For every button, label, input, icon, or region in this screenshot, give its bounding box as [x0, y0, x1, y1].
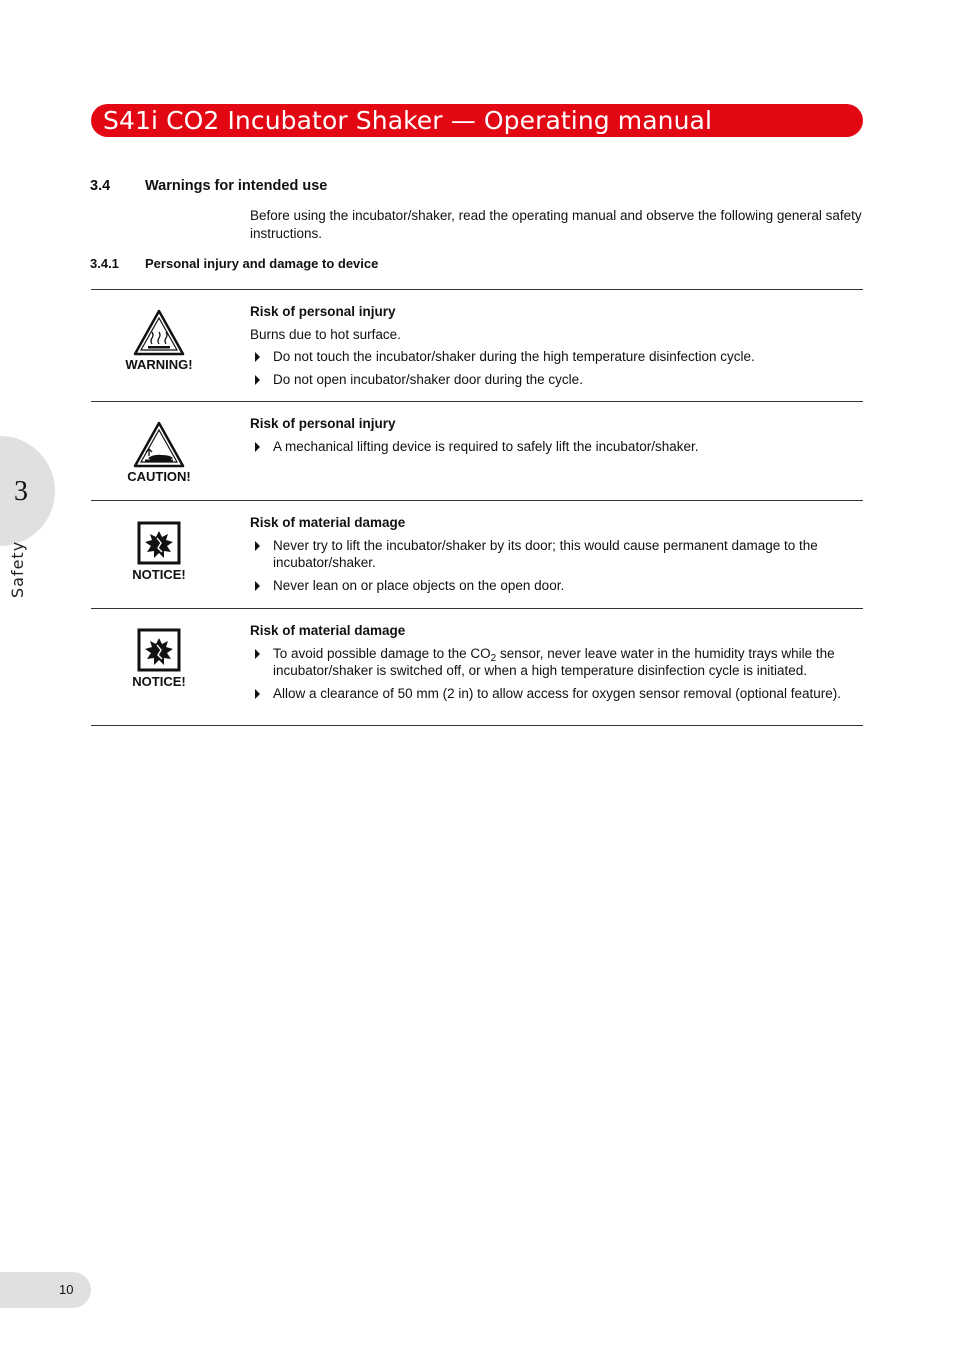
bullet-arrow-icon: [255, 581, 260, 591]
list-item: [250, 438, 864, 456]
hot-surface-warning-icon: [133, 309, 185, 356]
chapter-label: Safety: [8, 540, 27, 598]
bullet-text: Never lean on or place objects on the open door.: [273, 577, 565, 593]
table-rule: [91, 401, 863, 402]
caution-symbol: [121, 421, 197, 484]
page-number: 10: [59, 1282, 74, 1297]
page-title: S41i CO2 Incubator Shaker — Operating manual: [103, 106, 713, 135]
bullet-text: Never try to lift the incubator/shaker by its door; this would cause permanent damage to the incubator/shaker.: [273, 537, 818, 570]
bullet-text: To avoid possible damage to the $CO_2$ sensor, never leave water in the humidity trays while the incubator/shaker is switched off, or when a high temperature disinfection cycle is initiated.: [273, 645, 835, 678]
section-intro: Before using the incubator/shaker, read the operating manual and observe the following general safety instructions.: [250, 208, 862, 241]
warning-content: [250, 415, 864, 460]
list-item: [250, 645, 864, 680]
bullet-arrow-icon: [255, 352, 260, 362]
table-rule-bottom: [91, 725, 863, 726]
list-item: [250, 685, 864, 703]
crush-hazard-caution-icon: [133, 421, 185, 468]
list-item: [250, 537, 864, 572]
notice-symbol: [121, 627, 197, 689]
warning-heading: Risk of material damage: [250, 623, 406, 638]
page-number-tab: [0, 1272, 91, 1308]
signal-word: NOTICE!: [132, 567, 186, 582]
bullet-arrow-icon: [255, 442, 260, 452]
bullet-arrow-icon: [255, 541, 260, 551]
bullet-text: Do not open incubator/shaker door during the cycle.: [273, 371, 583, 387]
warning-text: Burns due to hot surface.: [250, 326, 401, 342]
signal-word: NOTICE!: [132, 674, 186, 689]
warning-heading: Risk of personal injury: [250, 416, 396, 431]
chapter-number: 3: [14, 476, 28, 507]
notice-symbol: [121, 520, 197, 582]
warning-content: [250, 622, 864, 707]
warning-heading: Risk of material damage: [250, 515, 406, 530]
table-rule: [91, 500, 863, 501]
section-title: Warnings for intended use: [145, 178, 328, 194]
bullet-arrow-icon: [255, 649, 260, 659]
warning-heading: Risk of personal injury: [250, 304, 396, 319]
signal-word: CAUTION!: [127, 469, 191, 484]
title-banner: [91, 104, 863, 137]
bullet-arrow-icon: [255, 689, 260, 699]
subsection-title: Personal injury and damage to device: [145, 256, 379, 271]
material-damage-notice-icon: [136, 627, 182, 673]
bullet-text: A mechanical lifting device is required to safely lift the incubator/shaker.: [273, 438, 699, 454]
subsection-number: 3.4.1: [90, 256, 119, 271]
list-item: [250, 371, 864, 389]
list-item: [250, 348, 864, 366]
bullet-arrow-icon: [255, 375, 260, 385]
warning-content: [250, 514, 864, 599]
bullet-text: Allow a clearance of 50 mm (2 in) to allow access for oxygen sensor removal (optional feature).: [273, 685, 842, 701]
bullet-text: Do not touch the incubator/shaker during the high temperature disinfection cycle.: [273, 349, 755, 364]
table-rule-top: [91, 289, 863, 290]
table-rule: [91, 608, 863, 609]
warning-symbol: [121, 309, 197, 372]
material-damage-notice-icon: [136, 520, 182, 566]
list-item: [250, 577, 864, 595]
section-number: 3.4: [90, 178, 111, 194]
signal-word: WARNING!: [125, 357, 193, 372]
warning-content: [250, 303, 864, 393]
